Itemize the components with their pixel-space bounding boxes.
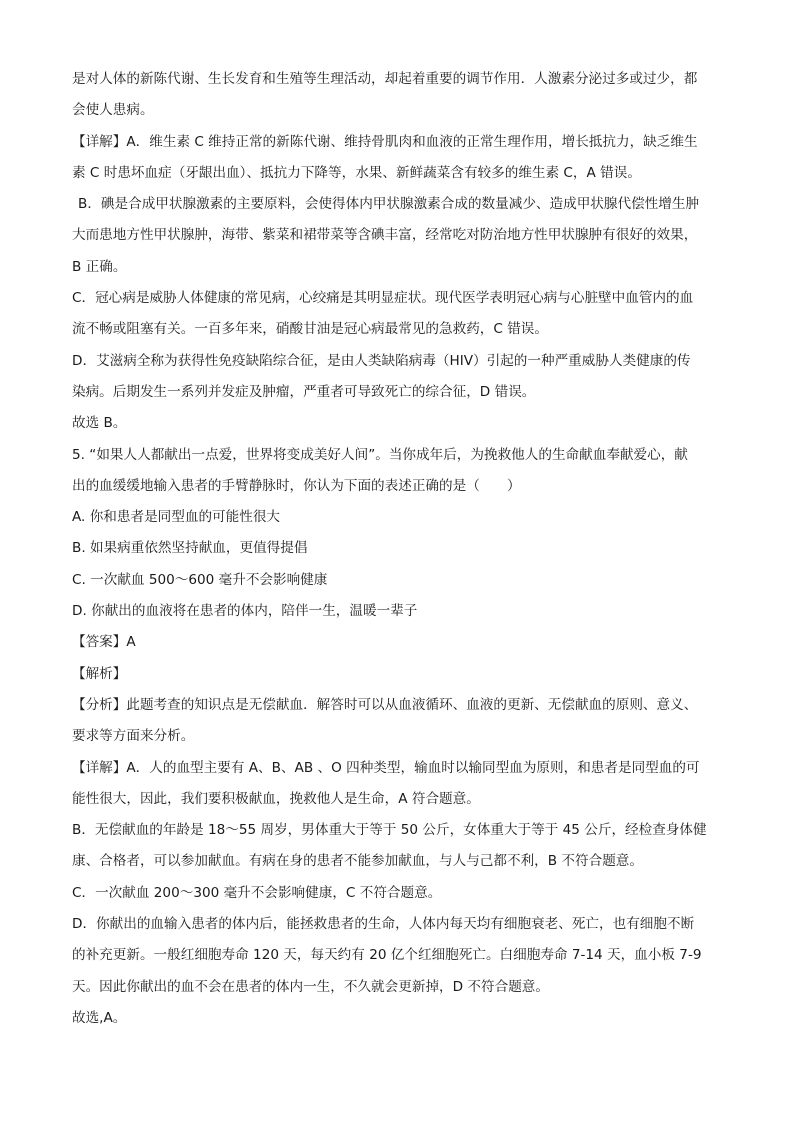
text-line: 的补充更新。一般红细胞寿命 120 天，每天约有 20 亿个红细胞死亡。白细胞寿命 7-14 天，血小板 7-9 — [72, 947, 702, 964]
detail-label-line: 【详解】A．维生素 C 维持正常的新陈代谢、维持骨肌肉和血液的正常生理作用，增长抵抗力，缺乏维生 — [72, 133, 698, 150]
analysis-heading: 【解析】 — [72, 665, 127, 682]
text-line: 流不畅或阻塞有关。一百多年来，硝酸甘油是冠心病最常见的急救药，C 错误。 — [72, 321, 548, 338]
text-line: D．你献出的血输入患者的体内后，能拯救患者的生命，人体内每天均有细胞衰老、死亡，也有细胞不断 — [72, 916, 695, 933]
text-line: 【分析】此题考查的知识点是无偿献血．解答时可以从血液循环、血液的更新、无偿献血的原则、意义、 — [72, 696, 698, 713]
text-line: D．艾滋病全称为获得性免疫缺陷综合征，是由人类缺陷病毒（HIV）引起的一种严重威胁人类健康的传 — [72, 352, 691, 369]
text-line: 天。因此你献出的血不会在患者的体内一生，不久就会更新掉，D 不符合题意。 — [72, 978, 549, 995]
text-line: 是对人体的新陈代谢、生长发育和生殖等生理活动，却起着重要的调节作用．人激素分泌过多或过少，都 — [72, 71, 698, 87]
text-line: 要求等方面来分析。 — [72, 728, 195, 745]
text-line: C．冠心病是威胁人体健康的常见病，心绞痛是其明显症状。现代医学表明冠心病与心脏壁中血管内的血 — [72, 290, 694, 307]
text-line: 染病。后期发生一系列并发症及肿瘤，严重者可导致死亡的综合征，D 错误。 — [72, 383, 536, 400]
text-line: C．一次献血 200～300 毫升不会影响健康，C 不符合题意。 — [72, 884, 442, 901]
text-line: 康、合格者，可以参加献血。有病在身的患者不能参加献血，与人与己都不利，B 不符合题意。 — [72, 853, 643, 870]
conclusion-line: 故选 B。 — [72, 415, 127, 432]
text-line: B 正确。 — [72, 258, 127, 275]
question-stem-line: 出的血缓缓地输入患者的手臂静脉时，你认为下面的表述正确的是（ ） — [72, 477, 521, 494]
option-d: D. 你献出的血液将在患者的体内，陪伴一生，温暖一辈子 — [72, 603, 418, 620]
text-line: 能性很大，因此，我们要积极献血，挽救他人是生命，A 符合题意。 — [72, 790, 480, 807]
text-line: 会使人患病。 — [72, 102, 154, 119]
text-line: B．无偿献血的年龄是 18～55 周岁，男体重大于等于 50 公斤，女体重大于等于 45 公斤，经检查身体健 — [72, 822, 707, 839]
option-c: C. 一次献血 500～600 毫升不会影响健康 — [72, 571, 328, 588]
option-a: A. 你和患者是同型血的可能性很大 — [72, 509, 281, 526]
conclusion-line: 故选,A。 — [72, 1009, 127, 1026]
answer-line: 【答案】A — [72, 634, 136, 651]
text-line: B．碘是合成甲状腺激素的主要原料，会使得体内甲状腺激素合成的数量减少、造成甲状腺代偿性增生肿 — [78, 196, 700, 213]
text-line: 素 C 时患坏血症（牙龈出血）、抵抗力下降等，水果、新鲜蔬菜含有较多的维生素 C，A 错误。 — [72, 164, 641, 181]
detail-label-line: 【详解】A．人的血型主要有 A、B、AB 、O 四种类型，输血时以输同型血为原则，和患者是同型血的可 — [72, 759, 700, 776]
question-stem-line: 5. “如果人人都献出一点爱，世界将变成美好人间”。当你成年后，为挽救他人的生命献血奉献爱心，献 — [72, 446, 688, 463]
option-b: B. 如果病重依然坚持献血，更值得提倡 — [72, 540, 308, 557]
page-content — [72, 64, 722, 1034]
text-line: 大而患地方性甲状腺肿，海带、紫菜和裙带菜等含碘丰富，经常吃对防治地方性甲状腺肿有很好的效果， — [72, 227, 698, 244]
